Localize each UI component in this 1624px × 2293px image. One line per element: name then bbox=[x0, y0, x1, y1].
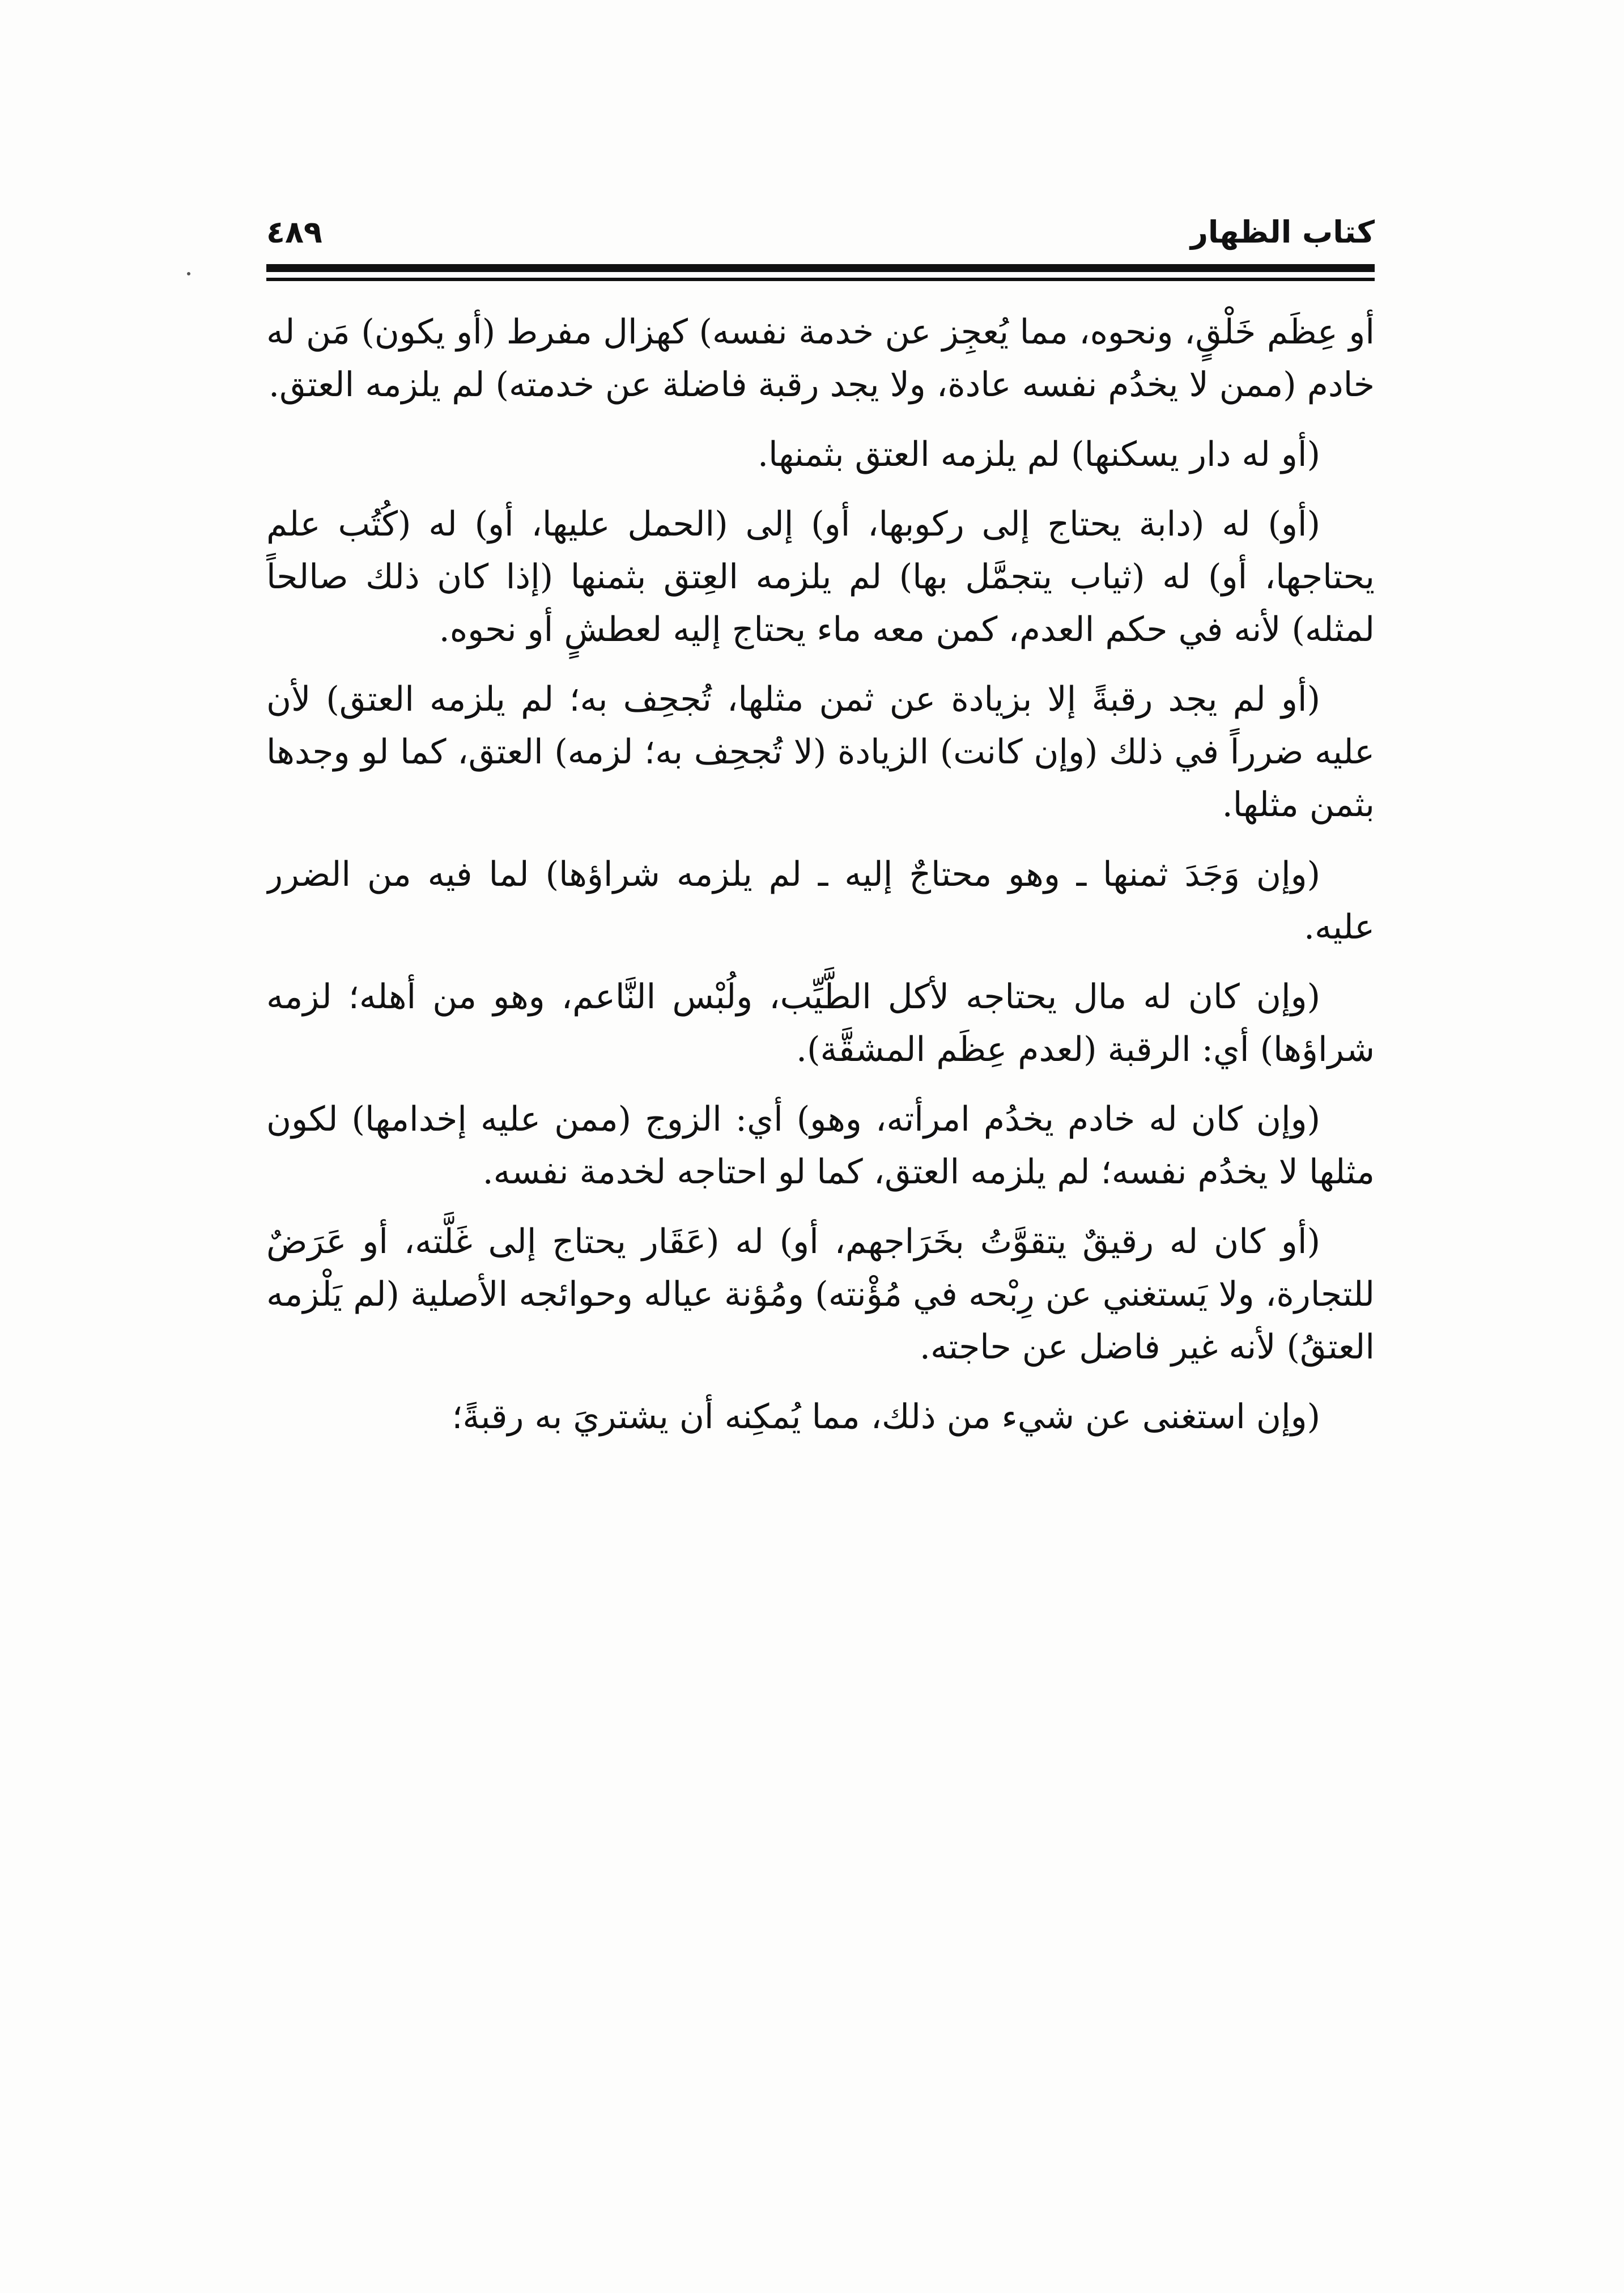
header-rule-thick bbox=[266, 264, 1375, 272]
paragraph: (أو) له (دابة يحتاج إلى ركوبها، أو) إلى (الحمل عليها، أو) له (كُتُب علم يحتاجها، أو) له (ثياب يتجمَّل بها) لم يلزمه العِتق بثمنها (إذا كان ذلك صالحاً لمثله) لأنه في حكم العدم، كمن معه ماء يحتاج إليه لعطشٍ أو نحوه. bbox=[266, 504, 1375, 649]
page-header bbox=[266, 210, 1375, 255]
paragraph: (وإن وَجَدَ ثمنها ـ وهو محتاجٌ إليه ـ لم يلزمه شراؤها) لما فيه من الضرر عليه. bbox=[266, 855, 1375, 947]
paragraph: أو عِظَم خَلْقٍ، ونحوه، مما يُعجِز عن خدمة نفسه) كهزال مفرط (أو يكون) مَن له خادم (ممن لا يخدُم نفسه عادة، ولا يجد رقبة فاضلة عن خدمته) لم يلزمه العتق. bbox=[266, 312, 1375, 405]
chapter-title: كتاب الظهار bbox=[1190, 214, 1375, 250]
paragraph: (أو لم يجد رقبةً إلا بزيادة عن ثمن مثلها، تُجحِف به؛ لم يلزمه العتق) لأن عليه ضرراً في ذلك (وإن كانت) الزيادة (لا تُجحِف به؛ لزمه) العتق، كما لو وجدها بثمن مثلها. bbox=[266, 680, 1375, 825]
paragraph: (وإن استغنى عن شيء من ذلك، مما يُمكِنه أن يشتريَ به رقبةً؛ bbox=[452, 1397, 1320, 1437]
scan-speck bbox=[187, 272, 190, 275]
body-text bbox=[266, 306, 1375, 2222]
paragraph: (أو له دار يسكنها) لم يلزمه العتق بثمنها. bbox=[757, 435, 1320, 474]
paragraph: (أو كان له رقيقٌ يتقوَّتُ بخَرَاجهم، أو) له (عَقَار يحتاج إلى غَلَّته، أو عَرَضٌ للتجارة، ولا يَستغني عن رِبْحه في مُؤْنته) ومُؤنة عياله وحوائجه الأصلية (لم يَلْزمه العتقُ) لأنه غير فاضل عن حاجته. bbox=[266, 1222, 1375, 1367]
header-rule-thin bbox=[266, 278, 1375, 281]
page-number: ٤٨٩ bbox=[266, 214, 322, 250]
paragraph: (وإن كان له مال يحتاجه لأكل الطَّيِّب، ولُبْس النَّاعم، وهو من أهله؛ لزمه شراؤها) أي: الرقبة (لعدم عِظَم المشقَّة). bbox=[266, 977, 1375, 1069]
paragraph: (وإن كان له خادم يخدُم امرأته، وهو) أي: الزوج (ممن عليه إخدامها) لكون مثلها لا يخدُم نفسه؛ لم يلزمه العتق، كما لو احتاجه لخدمة نفسه. bbox=[266, 1099, 1375, 1192]
header-rule bbox=[266, 264, 1375, 284]
